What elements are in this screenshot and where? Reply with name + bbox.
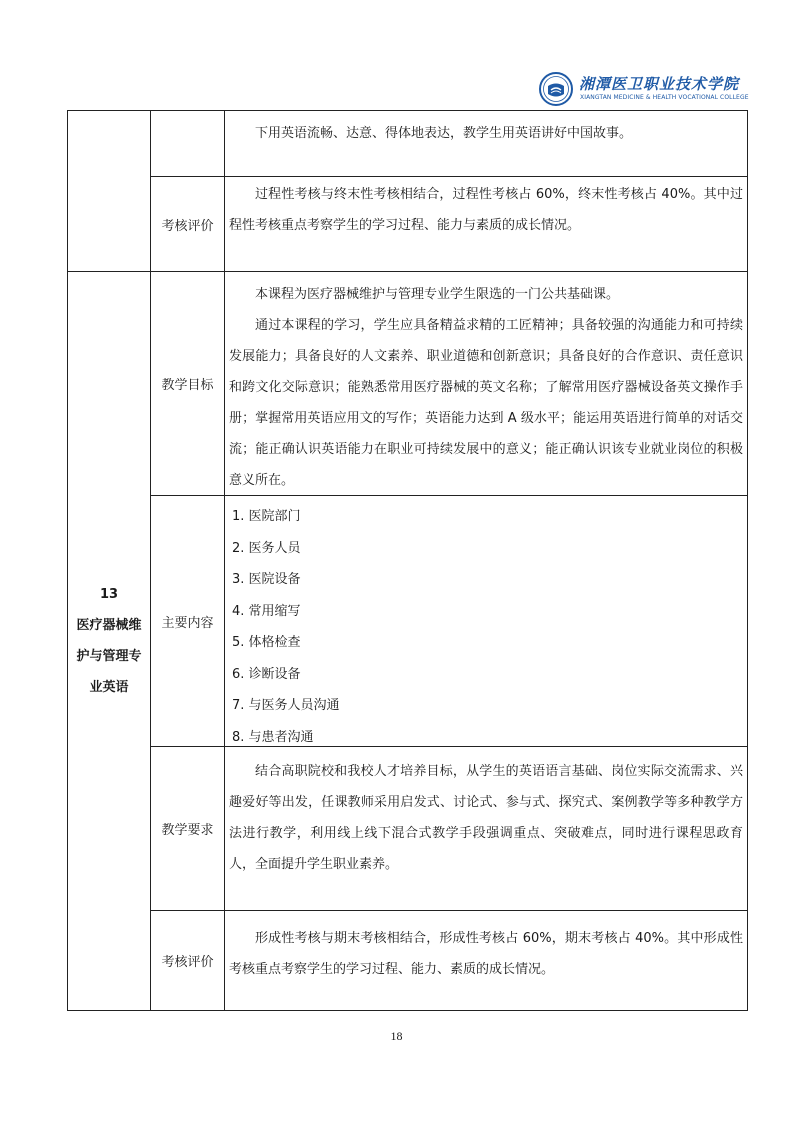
- prev-course-continued-text: 下用英语流畅、达意、得体地表达，教学生用英语讲好中国故事。: [255, 126, 633, 141]
- list-item: 5. 体格检查: [232, 635, 301, 650]
- list-item: 6. 诊断设备: [232, 666, 301, 682]
- objectives-intro: 本课程为医疗器械维护与管理专业学生限选的一门公共基础课。: [255, 287, 620, 302]
- objectives-cell: [229, 279, 743, 496]
- prev-assessment-label-cell: [151, 177, 224, 271]
- requirements-label: 教学要求: [161, 823, 214, 838]
- objectives-label: 教学目标: [161, 378, 214, 393]
- list-item: 7. 与医务人员沟通: [232, 698, 340, 713]
- objectives-label-cell: [151, 272, 224, 495]
- assessment-label-cell: [151, 911, 224, 1010]
- course-name-line-3: 业英语: [89, 680, 129, 695]
- college-emblem-icon: [539, 72, 573, 106]
- prev-course-content-cell: [229, 118, 743, 149]
- list-item: 8. 与患者沟通: [232, 729, 314, 745]
- prev-assessment-cell: [229, 179, 743, 241]
- table-border-bottom: [67, 1010, 748, 1011]
- college-logo: [539, 72, 749, 106]
- content-cell: [232, 501, 742, 753]
- content-label-cell: [151, 496, 224, 746]
- logo-chinese-name: 湘潭医卫职业技术学院: [579, 75, 740, 93]
- course-name-line-1: 医疗器械维: [76, 618, 142, 633]
- list-item: 2. 医务人员: [232, 540, 301, 556]
- table-row-divider: [150, 176, 748, 177]
- course-name-line-2: 护与管理专: [76, 649, 142, 664]
- prev-assessment-label: 考核评价: [161, 218, 214, 234]
- objectives-detail: 通过本课程的学习，学生应具备精益求精的工匠精神；具备较强的沟通能力和可持续发展能力；具备良好的人文素养、职业道德和创新意识；具备良好的合作意识、责任意识和跨文化交际意识；能熟悉常用医疗器械的英文名称；了解常用医疗器械设备英文操作手册；掌握常用英语应用文的写作；英语能力达到 A 级水平；能运用英语进行简单的对话交流；能正确认识英语能力在职业可持续发展中的意义；能正确认识该专业就业岗位的积极意义所在。: [229, 318, 743, 488]
- table-row-divider: [150, 910, 748, 911]
- list-item: 3. 医院设备: [232, 572, 301, 587]
- assessment-label: 考核评价: [161, 955, 214, 970]
- course-name-cell: [68, 272, 150, 1010]
- list-item: 4. 常用缩写: [232, 603, 301, 619]
- course-number: 13: [99, 587, 119, 602]
- logo-english-name: XIANGTAN MEDICINE & HEALTH VOCATIONAL COLLEGE: [580, 94, 749, 101]
- requirements-label-cell: [151, 747, 224, 910]
- assessment-text: 形成性考核与期末考核相结合，形成性考核占 60%，期末考核占 40%。其中形成性考核重点考察学生的学习过程、能力、素质的成长情况。: [229, 931, 743, 977]
- list-item: 1. 医院部门: [232, 509, 301, 524]
- requirements-text: 结合高职院校和我校人才培养目标，从学生的英语语言基础、岗位实际交流需求、兴趣爱好等出发，任课教师采用启发式、讨论式、参与式、探究式、案例教学等多种教学方法进行教学，利用线上线下混合式教学手段强调重点、突破难点，同时进行课程思政育人，全面提升学生职业素养。: [229, 764, 743, 872]
- content-list: [232, 501, 742, 753]
- assessment-cell: [229, 923, 743, 985]
- content-label: 主要内容: [161, 615, 214, 631]
- table-border-top: [67, 110, 748, 111]
- table-border-right: [747, 110, 748, 1011]
- prev-assessment-text: 过程性考核与终末性考核相结合，过程性考核占 60%，终末性考核占 40%。其中过程性考核重点考察学生的学习过程、能力与素质的成长情况。: [229, 187, 743, 233]
- table-column-divider: [224, 110, 225, 1011]
- page-number: 18: [390, 1029, 403, 1043]
- course-table: [67, 110, 748, 1011]
- requirements-cell: [229, 756, 743, 880]
